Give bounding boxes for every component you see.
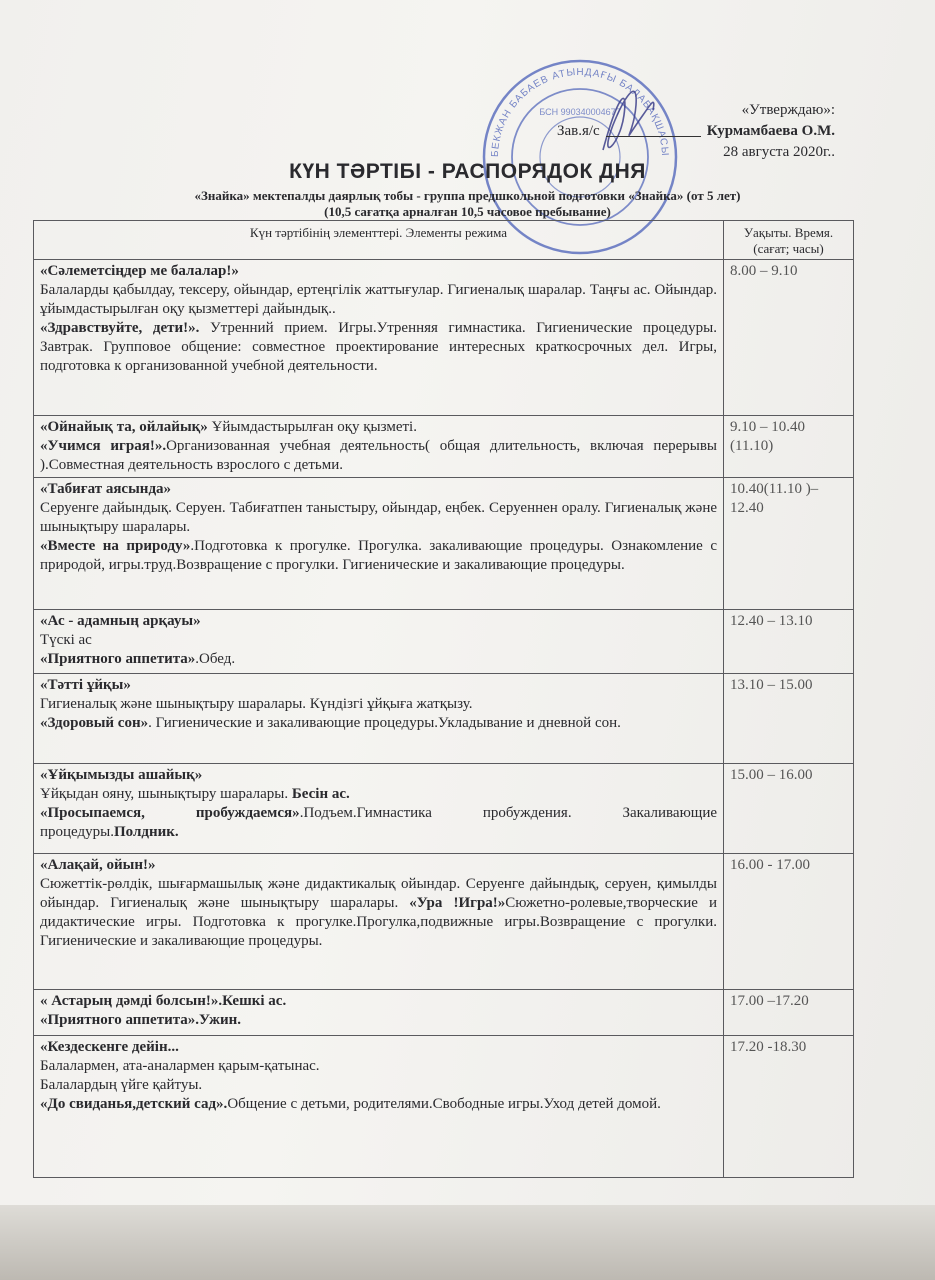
approve-label: «Утверждаю»:	[741, 102, 835, 118]
kz-text: Ұйымдастырылған оқу қызметі.	[207, 419, 417, 435]
ru-title: «Просыпаемся, пробуждаемся»	[40, 805, 300, 821]
kz-text-2: Балалардың үйге қайтуы.	[40, 1077, 203, 1093]
row-time: 13.10 – 15.00	[724, 674, 854, 764]
ru-title: «Ура !Игра!»	[409, 895, 506, 911]
row-description	[34, 854, 724, 990]
header-elements: Күн тәртібінің элементтері. Элементы режима	[34, 221, 724, 260]
kz-text: Гигиеналық және шынықтыру шаралары. Күндізгі ұйқыға жатқызу.	[40, 696, 473, 712]
kz-text: Ұйқыдан ояну, шынықтыру шаралары.	[40, 786, 292, 802]
row-time: 12.40 – 13.10	[724, 610, 854, 674]
table-row	[34, 990, 854, 1036]
ru-text: Сюжетно-ролевые,творческие и дидактические игры. Подготовка к прогулке.Прогулка,подвижные игры.Возвращение с прогулки. Гигиенические и закаливающие процедуры.	[40, 895, 717, 949]
row-time: 8.00 – 9.10	[724, 260, 854, 416]
row-time: 10.40(11.10 )–12.40	[724, 478, 854, 610]
kz-title: « Астарың дәмді болсын!».Кешкі ас.	[40, 993, 287, 1009]
table-row	[34, 416, 854, 478]
kz-title: «Ойнайық та, ойлайық»	[40, 419, 208, 435]
ru-text: Организованная учебная деятельность( общая длительность, включая перерывы ).Совместная деятельность взрослого с детьми.	[40, 438, 717, 473]
approve-date: 28 августа 2020г..	[723, 144, 835, 160]
approval-block	[557, 100, 835, 163]
ru-title: «Учимся играя!».	[40, 438, 167, 454]
table-surface	[0, 1205, 935, 1280]
kz-title: «Кездескенге дейін...	[40, 1039, 179, 1055]
stamp-number: БСН 990340004677	[539, 107, 621, 117]
signature-line	[606, 136, 701, 137]
table-row	[34, 478, 854, 610]
row-description	[34, 478, 724, 610]
header-time: Уақыты. Время. (сағат; часы)	[724, 221, 854, 260]
table-row	[34, 854, 854, 990]
row-time: 17.00 –17.20	[724, 990, 854, 1036]
row-description	[34, 1036, 724, 1178]
kz-title: «Алақай, ойын!»	[40, 857, 156, 873]
ru-text: .Подготовка к прогулке. Прогулка. закаливающие процедуры. Ознакомление с природой, игры.труд.Возвращение с прогулки. Гигиенические и закаливающие процедуры.	[40, 538, 718, 573]
ru-text: . Гигиенические и закаливающие процедуры.Укладывание и дневной сон.	[148, 715, 621, 731]
kz-title: «Табиғат аясында»	[40, 481, 172, 497]
table-header-row	[34, 221, 854, 260]
page-title: КҮН ТӘРТІБІ - РАСПОРЯДОК ДНЯ	[289, 160, 646, 183]
kz-title: «Ас - адамның арқауы»	[40, 613, 201, 629]
subtitle-hours: (10,5 сағатқа арналған 10,5 часовое пребывание)	[324, 204, 611, 219]
kz-title: «Тәтті ұйқы»	[40, 677, 131, 693]
approve-head-line	[557, 121, 835, 142]
row-description	[34, 764, 724, 854]
row-description	[34, 416, 724, 478]
row-description	[34, 610, 724, 674]
row-time: 16.00 - 17.00	[724, 854, 854, 990]
kz-text: Балалармен, ата-аналармен қарым-қатынас.	[40, 1058, 320, 1074]
kz-text: Балаларды қабылдау, тексеру, ойындар, ертеңгілік жаттығулар. Гигиеналық шаралар. Таңғы ас. Ойындар. ұйымдастырылған оқу қызметтері дайындық..	[40, 282, 717, 317]
kz-text: Түскі ас	[40, 632, 92, 648]
kz-text: Сюжеттік-рөлдік, шығармашылық және дидактикалық ойындар. Серуенге дайындық, серуен, қимылды ойындар. Гигиеналық және шынықтыру шаралары.	[40, 876, 717, 911]
kz-bold-tail: Бесін ас.	[291, 786, 350, 802]
ru-title: «Вместе на природу»	[40, 538, 191, 554]
kz-text: Серуенге дайындық. Серуен. Табиғатпен таныстыру, ойындар, еңбек. Серуеннен оралу. Гигиеналық және шынықтыру шаралары.	[40, 500, 717, 535]
head-label: Зав.я/с	[556, 123, 600, 139]
schedule-table	[33, 220, 854, 1178]
kz-title: «Сәлеметсіңдер ме балалар!»	[40, 263, 239, 279]
ru-text: Общение с детьми, родителями.Свободные игры.Уход детей домой.	[227, 1096, 661, 1112]
row-time: 15.00 – 16.00	[724, 764, 854, 854]
head-name: Курмамбаева О.М.	[706, 123, 835, 139]
stamp-text: БЕКЖАН БАБАЕВ АТЫНДАҒЫ БАЛАБАҚШАСЫ	[489, 66, 671, 158]
row-time: 9.10 – 10.40 (11.10)	[724, 416, 854, 478]
table-row	[34, 610, 854, 674]
ru-title: «Здоровый сон»	[40, 715, 149, 731]
ru-bold-tail: Полдник.	[113, 824, 179, 840]
row-description	[34, 260, 724, 416]
table-row	[34, 674, 854, 764]
table-row	[34, 1036, 854, 1178]
table-row	[34, 260, 854, 416]
subtitle-group: «Знайка» мектепалды даярлық тобы - группа предшкольной подготовки «Знайка» (от 5 лет)	[194, 188, 741, 203]
kz-title: «Ұйқымызды ашайық»	[40, 767, 203, 783]
ru-text: Утренний прием. Игры.Утренняя гимнастика. Гигиенические процедуры. Завтрак. Групповое общение: совместное проектирование интересных краткосрочных дел. Игры, подготовка к организованной учебной деятельности.	[40, 320, 717, 374]
ru-text: .Подъем.Гимнастика пробуждения. Закаливающие процедуры.	[40, 805, 718, 840]
ru-title: «Приятного аппетита»	[40, 651, 196, 667]
table-row	[34, 764, 854, 854]
ru-title: «До свиданья,детский сад».	[40, 1096, 228, 1112]
ru-text: .Обед.	[195, 651, 236, 667]
row-description	[34, 990, 724, 1036]
ru-title: «Приятного аппетита».Ужин.	[40, 1012, 241, 1028]
ru-title: «Здравствуйте, дети!».	[40, 320, 200, 336]
row-time: 17.20 -18.30	[724, 1036, 854, 1178]
row-description	[34, 674, 724, 764]
